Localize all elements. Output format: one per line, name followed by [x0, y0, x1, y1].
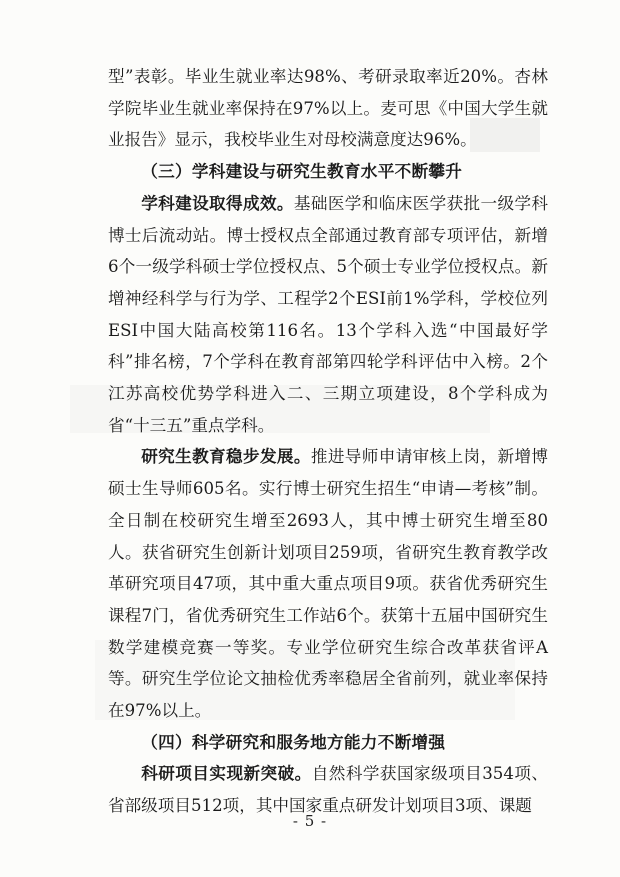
page-number: - 5 - — [292, 812, 328, 830]
intro-text: 型”表彰。毕业生就业率达98%、考研录取率近20%。杏林学院毕业生就业率保持在97%以上。麦可思《中国大学生就业报告》显示，我校毕业生对母校满意度达96%。 — [108, 67, 548, 150]
section-3-paragraph-1-lead: 学科建设取得成效。 — [141, 193, 294, 213]
section-3-heading: （三）学科建设与研究生教育水平不断攀升 — [141, 162, 463, 182]
section-3-paragraph-1 — [108, 188, 548, 442]
section-4-paragraph-1-text: 自然科学获国家级项目354项、省部级项目512项，其中国家重点研发计划项目3项、课题 — [108, 764, 549, 816]
section-4-heading: （四）科学研究和服务地方能力不断增强 — [141, 732, 446, 752]
section-3-paragraph-2 — [108, 441, 548, 726]
section-3-paragraph-2-lead: 研究生教育稳步发展。 — [141, 447, 311, 467]
section-4-paragraph-1-lead: 科研项目实现新突破。 — [141, 764, 312, 784]
page-content — [108, 61, 548, 822]
section-3-paragraph-1-text: 基础医学和临床医学获批一级学科博士后流动站。博士授权点全部通过教育部专项评估，新增6个一级学科硕士学位授权点、5个硕士专业学位授权点。新增神经科学与行为学、工程学2个ESI前1%学科，学校位列ESI中国大陆高校第116名。13个学科入选“中国最好学科”排名榜，7个学科在教育部第四轮学科评估中入榜。2个江苏高校优势学科进入二、三期立项建设，8个学科成为省“十三五”重点学科。 — [108, 193, 549, 435]
intro-paragraph — [108, 61, 548, 156]
section-3-paragraph-2-text: 推进导师申请审核上岗，新增博硕士生导师605名。实行博士研究生招生“申请—考核”制。全日制在校研究生增至2693人，其中博士研究生增至80人。获省研究生创新计划项目259项，省研究生教育教学改革研究项目47项，其中重大重点项目9项。获省优秀研究生课程7门，省优秀研究生工作站6个。获第十五届中国研究生数学建模竞赛一等奖。专业学位研究生综合改革获省评A等。研究生学位论文抽检优秀率稳居全省前列，就业率保持在97%以上。 — [108, 447, 549, 721]
